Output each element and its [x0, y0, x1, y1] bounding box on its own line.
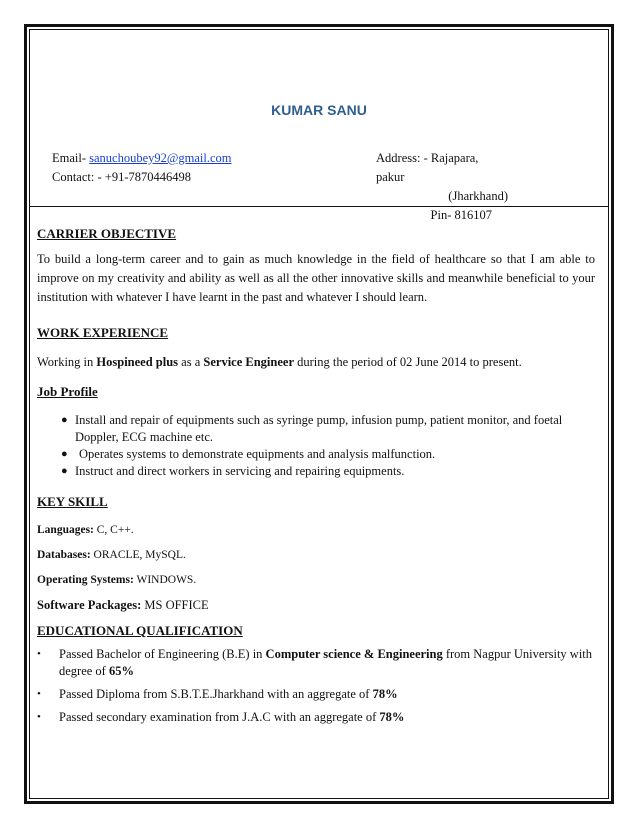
skill-heading: KEY SKILL — [37, 494, 108, 509]
list-item: ● Operates systems to demonstrate equipments and analysis malfunction. — [61, 447, 436, 461]
work-pre: Working in — [37, 355, 94, 369]
contact-block — [52, 149, 232, 187]
resume-body — [37, 226, 595, 726]
edu3-pre: Passed secondary examination from J.A.C with an aggregate of — [59, 710, 377, 724]
job-profile-list — [37, 412, 595, 480]
skill-software — [37, 598, 595, 613]
skill-os — [37, 574, 595, 586]
objective-text: To build a long-term career and to gain as much knowledge in the field of healthcare so that I am able to improve on my creativity and ability as well as all the other innovative skills and meanwhile beneficial to your institution with whatever I have learnt in the past and whatever I should learn. — [37, 252, 595, 304]
contact-label: Contact: - — [52, 170, 102, 184]
work-summary — [37, 353, 595, 372]
list-item-text: Install and repair of equipments such as syringe pump, infusion pump, patient monitor, and foetal Doppler, ECG machine etc. — [75, 413, 563, 444]
list-item-text: Instruct and direct workers in servicing and repairing equipments. — [75, 464, 405, 478]
job-profile-heading: Job Profile — [37, 384, 98, 399]
contact-number: +91-7870446498 — [104, 170, 191, 184]
software-label: Software Packages: — [37, 598, 142, 612]
list-item-text: Operates systems to demonstrate equipments and analysis malfunction. — [79, 447, 436, 461]
address-block — [376, 149, 508, 225]
objective-heading: CARRIER OBJECTIVE — [37, 226, 177, 241]
list-item: • Passed secondary examination from J.A.C with an aggregate of 78% — [37, 710, 405, 724]
edu1-pre: Passed Bachelor of Engineering (B.E) in — [59, 647, 263, 661]
address-line1: Rajapara, pakur — [376, 151, 479, 184]
address-line2: (Jharkhand) — [448, 189, 508, 203]
work-mid: as a — [181, 355, 201, 369]
edu2-pre: Passed Diploma from S.B.T.E.Jharkhand with an aggregate of — [59, 687, 370, 701]
education-heading: EDUCATIONAL QUALIFICATION — [37, 623, 243, 638]
work-company: Hospineed plus — [96, 355, 179, 369]
work-post: during the period of 02 June 2014 to present. — [297, 355, 522, 369]
edu3-grade: 78% — [379, 710, 405, 724]
languages-value: C, C++. — [96, 524, 134, 536]
os-label: Operating Systems: — [37, 574, 134, 586]
edu1-field: Computer science & Engineering — [265, 647, 443, 661]
address-label: Address: - — [376, 151, 428, 165]
candidate-name: KUMAR SANU — [271, 102, 367, 118]
list-item: • Passed Diploma from S.B.T.E.Jharkhand with an aggregate of 78% — [37, 687, 398, 701]
languages-label: Languages: — [37, 524, 94, 536]
work-heading: WORK EXPERIENCE — [37, 325, 169, 340]
skill-languages — [37, 524, 595, 536]
email-link[interactable]: sanuchoubey92@gmail.com — [89, 151, 232, 165]
list-item: • Passed Bachelor of Engineering (B.E) in Computer science & Engineering from Nagpur University with degree of 65% — [37, 647, 593, 678]
databases-value: ORACLE, MySQL. — [93, 549, 186, 561]
edu1-post: from Nagpur University with degree of — [59, 647, 593, 678]
list-item: ● Instruct and direct workers in servicing and repairing equipments. — [61, 464, 405, 478]
work-role: Service Engineer — [203, 355, 294, 369]
education-list — [37, 646, 595, 726]
address-pin: Pin- 816107 — [430, 208, 492, 222]
os-value: WINDOWS. — [136, 574, 197, 586]
email-label: Email- — [52, 151, 87, 165]
skill-databases — [37, 549, 595, 561]
edu1-grade: 65% — [108, 664, 134, 678]
edu2-grade: 78% — [372, 687, 398, 701]
databases-label: Databases: — [37, 549, 91, 561]
software-value: MS OFFICE — [144, 598, 209, 612]
header-divider — [29, 206, 609, 207]
list-item: ● Install and repair of equipments such as syringe pump, infusion pump, patient monitor, and foetal Doppler, ECG machine etc. — [61, 413, 563, 444]
